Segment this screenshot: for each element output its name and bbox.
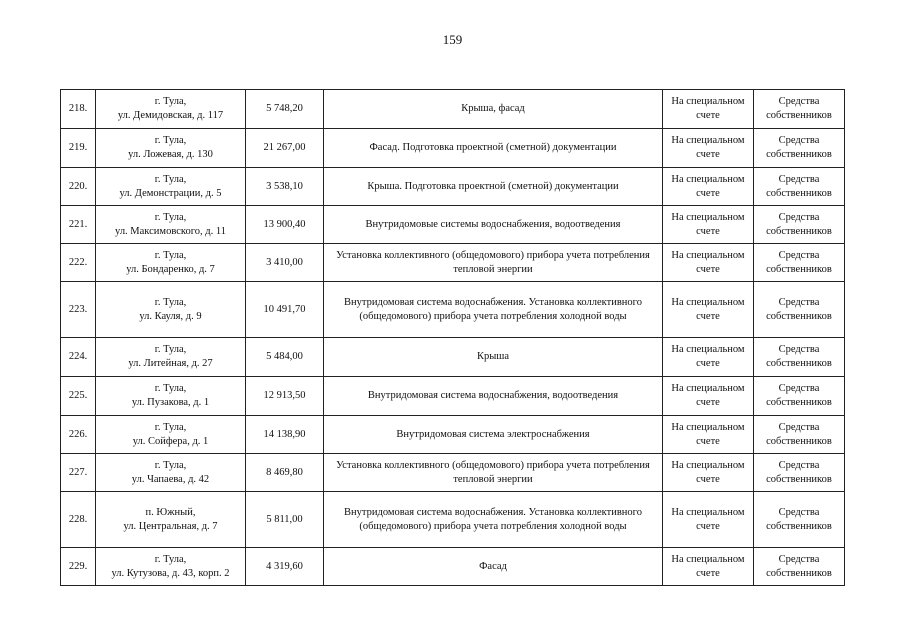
funding-source-cell: Средства собственников xyxy=(754,416,845,454)
page-number: 159 xyxy=(442,32,463,47)
address-city: п. Южный, xyxy=(145,506,196,518)
address-street: ул. Максимовского, д. 11 xyxy=(115,225,226,237)
funding-source-cell: Средства собственников xyxy=(754,244,845,282)
funding-source-cell: Средства собственников xyxy=(754,282,845,338)
address-cell xyxy=(96,282,246,338)
account-cell: На специальном счете xyxy=(663,206,754,244)
account-cell: На специальном счете xyxy=(663,282,754,338)
amount-cell: 3 410,00 xyxy=(246,244,324,282)
table-row xyxy=(61,548,845,586)
address-cell xyxy=(96,206,246,244)
table-row xyxy=(61,168,845,206)
row-number: 225. xyxy=(61,377,96,416)
table-row xyxy=(61,206,845,244)
address-street: ул. Кутузова, д. 43, корп. 2 xyxy=(111,567,230,579)
row-number: 227. xyxy=(61,454,96,492)
funding-source-cell: Средства собственников xyxy=(754,90,845,129)
amount-cell: 13 900,40 xyxy=(246,206,324,244)
row-number: 219. xyxy=(61,129,96,168)
funding-source-cell: Средства собственников xyxy=(754,548,845,586)
funding-source-cell: Средства собственников xyxy=(754,338,845,377)
table-row xyxy=(61,454,845,492)
amount-cell: 3 538,10 xyxy=(246,168,324,206)
address-city: г. Тула, xyxy=(154,135,187,146)
works-cell: Внутридомовая система водоснабжения, водоотведения xyxy=(324,377,663,416)
works-cell: Внутридомовая система электроснабжения xyxy=(324,416,663,454)
works-cell: Внутридомовые системы водоснабжения, водоотведения xyxy=(324,206,663,244)
amount-cell: 10 491,70 xyxy=(246,282,324,338)
table-row xyxy=(61,90,845,129)
funding-source-cell: Средства собственников xyxy=(754,129,845,168)
funding-source-cell: Средства собственников xyxy=(754,377,845,416)
works-cell: Крыша. Подготовка проектной (сметной) документации xyxy=(324,168,663,206)
address-street: ул. Сойфера, д. 1 xyxy=(132,435,209,447)
address-cell xyxy=(96,129,246,168)
amount-cell: 5 748,20 xyxy=(246,90,324,129)
account-cell: На специальном счете xyxy=(663,338,754,377)
account-cell: На специальном счете xyxy=(663,492,754,548)
amount-cell: 8 469,80 xyxy=(246,454,324,492)
address-cell xyxy=(96,416,246,454)
account-cell: На специальном счете xyxy=(663,416,754,454)
repair-program-table xyxy=(60,89,845,586)
amount-cell: 21 267,00 xyxy=(246,129,324,168)
address-street: ул. Центральная, д. 7 xyxy=(123,520,218,532)
address-cell xyxy=(96,244,246,282)
address-city: г. Тула, xyxy=(154,383,187,394)
address-city: г. Тула, xyxy=(154,296,187,308)
address-city: г. Тула, xyxy=(154,249,187,261)
address-cell xyxy=(96,338,246,377)
works-cell: Установка коллективного (общедомового) прибора учета потребления тепловой энергии xyxy=(324,244,663,282)
works-cell: Фасад xyxy=(324,548,663,586)
address-street: ул. Кауля, д. 9 xyxy=(139,310,202,322)
address-street: ул. Демонстрации, д. 5 xyxy=(119,187,222,199)
address-cell xyxy=(96,492,246,548)
works-cell: Внутридомовая система водоснабжения. Установка коллективного (общедомового) прибора учета потребления холодной воды xyxy=(324,492,663,548)
address-cell xyxy=(96,454,246,492)
amount-cell: 14 138,90 xyxy=(246,416,324,454)
account-cell: На специальном счете xyxy=(663,548,754,586)
table-row xyxy=(61,492,845,548)
address-street: ул. Ложевая, д. 130 xyxy=(128,149,213,160)
address-cell xyxy=(96,90,246,129)
works-cell: Внутридомовая система водоснабжения. Установка коллективного (общедомового) прибора учета потребления холодной воды xyxy=(324,282,663,338)
row-number: 224. xyxy=(61,338,96,377)
works-cell: Фасад. Подготовка проектной (сметной) документации xyxy=(324,129,663,168)
funding-source-cell: Средства собственников xyxy=(754,168,845,206)
row-number: 223. xyxy=(61,282,96,338)
address-city: г. Тула, xyxy=(154,459,187,471)
row-number: 226. xyxy=(61,416,96,454)
account-cell: На специальном счете xyxy=(663,90,754,129)
account-cell: На специальном счете xyxy=(663,377,754,416)
table-row xyxy=(61,377,845,416)
account-cell: На специальном счете xyxy=(663,244,754,282)
table-row xyxy=(61,338,845,377)
account-cell: На специальном счете xyxy=(663,129,754,168)
row-number: 222. xyxy=(61,244,96,282)
address-cell xyxy=(96,377,246,416)
address-street: ул. Литейная, д. 27 xyxy=(128,358,213,369)
row-number: 228. xyxy=(61,492,96,548)
table-row xyxy=(61,244,845,282)
account-cell: На специальном счете xyxy=(663,168,754,206)
amount-cell: 4 319,60 xyxy=(246,548,324,586)
funding-source-cell: Средства собственников xyxy=(754,492,845,548)
address-city: г. Тула, xyxy=(154,344,187,355)
address-cell xyxy=(96,168,246,206)
address-cell xyxy=(96,548,246,586)
row-number: 229. xyxy=(61,548,96,586)
funding-source-cell: Средства собственников xyxy=(754,454,845,492)
amount-cell: 12 913,50 xyxy=(246,377,324,416)
table-body xyxy=(61,90,845,586)
works-cell: Установка коллективного (общедомового) прибора учета потребления тепловой энергии xyxy=(324,454,663,492)
address-street: ул. Бондаренко, д. 7 xyxy=(126,263,215,275)
table-row xyxy=(61,282,845,338)
address-street: ул. Чапаева, д. 42 xyxy=(131,473,210,485)
table-row xyxy=(61,416,845,454)
address-street: ул. Демидовская, д. 117 xyxy=(117,110,224,121)
address-street: ул. Пузакова, д. 1 xyxy=(131,397,210,408)
address-city: г. Тула, xyxy=(154,96,187,107)
address-city: г. Тула, xyxy=(154,553,187,565)
amount-cell: 5 811,00 xyxy=(246,492,324,548)
table-row xyxy=(61,129,845,168)
address-city: г. Тула, xyxy=(154,173,187,185)
row-number: 218. xyxy=(61,90,96,129)
row-number: 221. xyxy=(61,206,96,244)
funding-source-cell: Средства собственников xyxy=(754,206,845,244)
address-city: г. Тула, xyxy=(154,421,187,433)
address-city: г. Тула, xyxy=(154,211,187,223)
account-cell: На специальном счете xyxy=(663,454,754,492)
works-cell: Крыша, фасад xyxy=(324,90,663,129)
amount-cell: 5 484,00 xyxy=(246,338,324,377)
row-number: 220. xyxy=(61,168,96,206)
works-cell: Крыша xyxy=(324,338,663,377)
